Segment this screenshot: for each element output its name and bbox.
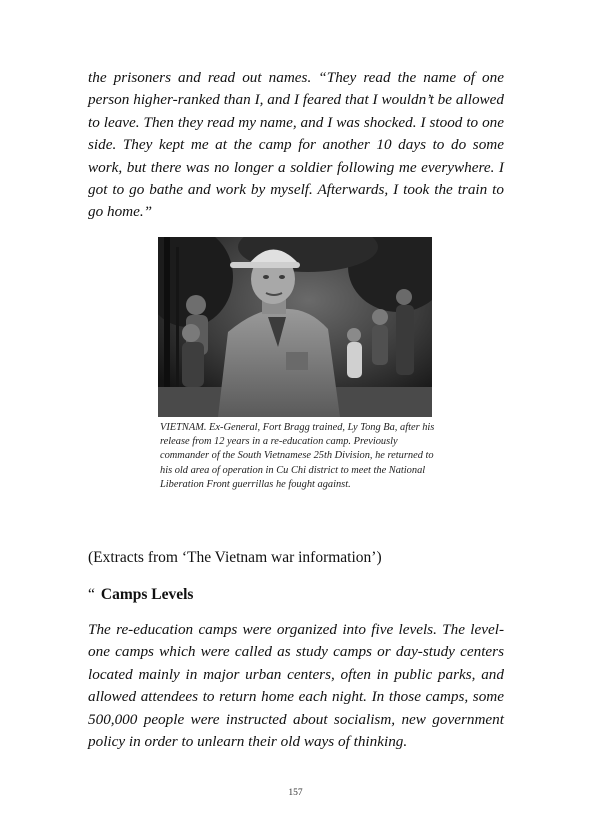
- photo-caption: VIETNAM. Ex-General, Fort Bragg trained, Ly Tong Ba, after his release from 12 years in a re-education camp. Previously commander of the South Vietnamese 25th Division, he returned to his old area of operation in Cu Chi district to meet the National Liberation Front guerrillas he fought against.: [160, 422, 435, 490]
- body-paragraph-top: the prisoners and read out names. “They read the name of one person higher-ranked than I, and I feared that I wouldn’t be allowed to leave. Then they read my name, and I was shocked. I stood to one side. They kept me at the camp for another 10 days to do some work, but there was no longer a soldier following me everywhere. I got to go bathe and work by myself. Afterwards, I took the train to go home.”: [88, 69, 504, 221]
- heading-title: Camps Levels: [100, 586, 194, 603]
- body-paragraph-bottom: The re-education camps were organized into five levels. The level-one camps which were called as study camps or day-study centers located mainly in major urban centers, often in public parks, and allowed attendees to return home each night. In those camps, some 500,000 people were instructed about socialism, new government policy in order to unlearn their old ways of thinking.: [88, 621, 504, 751]
- extract-source-note: (Extracts from ‘The Vietnam war information’): [88, 549, 382, 566]
- section-heading: [88, 586, 193, 604]
- page-number: 157: [288, 788, 303, 798]
- photo-ex-general: [158, 237, 432, 417]
- heading-quote-mark: “: [88, 586, 95, 603]
